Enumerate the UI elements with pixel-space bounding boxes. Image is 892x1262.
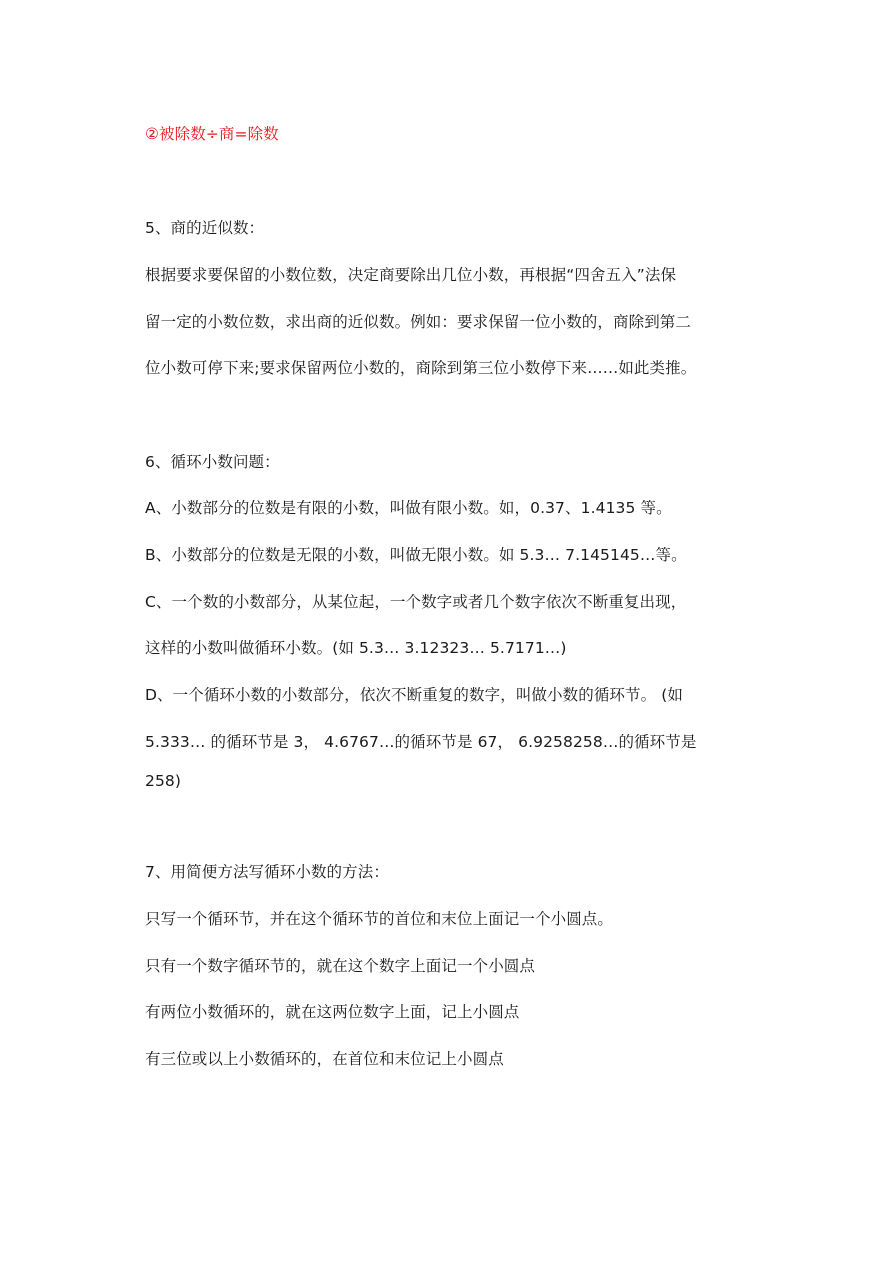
section-6-item-d-end: 258) bbox=[145, 772, 182, 790]
section-7-rule-line: 只有一个数字循环节的，就在这个数字上面记一个小圆点 bbox=[145, 957, 536, 975]
section-7-heading: 7、用简便方法写循环小数的方法： bbox=[145, 863, 389, 881]
section-7-rule-line: 有三位或以上小数循环的，在首位和末位记上小圆点 bbox=[145, 1050, 504, 1068]
section-5-paragraph-line: 位小数可停下来;要求保留两位小数的，商除到第三位小数停下来……如此类推。 bbox=[145, 359, 697, 377]
formula-line: ②被除数÷商=除数 bbox=[145, 125, 279, 143]
section-7-rule-line: 有两位小数循环的，就在这两位数字上面，记上小圆点 bbox=[145, 1003, 520, 1021]
section-6-item-d: D、一个循环小数的小数部分，依次不断重复的数字，叫做小数的循环节。 (如 bbox=[145, 686, 684, 704]
section-6-item-b: B、小数部分的位数是无限的小数，叫做无限小数。如 5.3… 7.145145…等。 bbox=[145, 546, 687, 564]
section-6-item-d-continued: 5.333… 的循环节是 3， 4.6767…的循环节是 67， 6.9258258…的循环节是 bbox=[145, 733, 697, 751]
section-5-heading: 5、商的近似数： bbox=[145, 219, 265, 237]
section-6-item-c: C、一个数的小数部分，从某位起，一个数字或者几个数字依次不断重复出现， bbox=[145, 593, 687, 611]
section-6-item-a: A、小数部分的位数是有限的小数，叫做有限小数。如，0.37、1.4135 等。 bbox=[145, 499, 672, 517]
section-7-rule-line: 只写一个循环节，并在这个循环节的首位和末位上面记一个小圆点。 bbox=[145, 910, 614, 928]
section-6-heading: 6、循环小数问题： bbox=[145, 453, 280, 471]
section-5-paragraph-line: 根据要求要保留的小数位数，决定商要除出几位小数，再根据“四舍五入”法保 bbox=[145, 266, 677, 284]
section-5-paragraph-line: 留一定的小数位数，求出商的近似数。例如：要求保留一位小数的，商除到第二 bbox=[145, 313, 692, 331]
section-6-item-c-continued: 这样的小数叫做循环小数。(如 5.3… 3.12323… 5.7171…) bbox=[145, 639, 567, 657]
